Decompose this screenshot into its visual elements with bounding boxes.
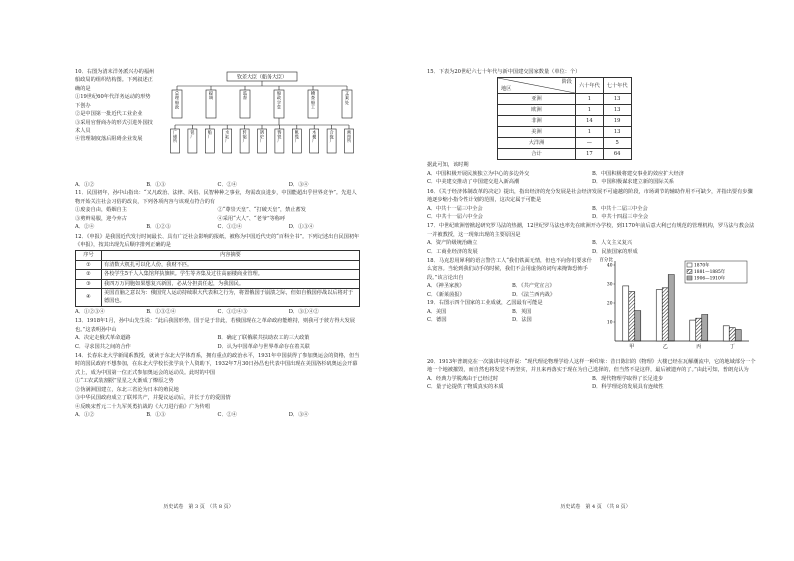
svg-text:总: 总	[174, 90, 180, 96]
q15-option-b[interactable]: B．中国积极将建交事业的效应扩大经济	[592, 170, 684, 177]
q14-option-c[interactable]: C．②④	[217, 411, 238, 418]
question-18-19	[427, 257, 757, 357]
svg-text:水: 水	[225, 129, 230, 135]
legend-label: 1906—1910年	[694, 276, 726, 282]
svg-text:船: 船	[310, 99, 316, 105]
table-header-cell: 六十年代	[576, 78, 604, 94]
q20-option-d[interactable]: D．科学理论的发展具有连续性	[592, 384, 664, 391]
y-tick-label: 20	[606, 301, 613, 307]
question-14	[75, 352, 360, 419]
q18-option-a[interactable]: A．《神圣家族》	[427, 283, 465, 290]
svg-text:堂: 堂	[276, 104, 282, 110]
svg-text:督: 督	[242, 95, 248, 101]
question-15	[427, 68, 757, 187]
q12-option-b[interactable]: B．①③②④	[146, 308, 176, 315]
corner-bottom-label: 地区	[501, 86, 512, 92]
svg-text:画: 画	[347, 129, 351, 135]
q12-table	[75, 250, 360, 307]
org-bottom-label	[208, 128, 212, 138]
q11-stem: 11．民国初年，孙中山指出：“又凡政治、法律、风俗、民智种种之事业，均需改良进步，中国能超出乎世界竞争”。先进人物开始关注社会习俗的改良，下列各项内容与该观点符合的有	[75, 190, 357, 205]
bar	[702, 314, 708, 341]
x-tick-label: 丙	[696, 344, 702, 351]
q20-options	[427, 375, 757, 392]
table-cell: 17	[576, 149, 604, 160]
svg-text:稽: 稽	[310, 90, 316, 96]
legend-swatch	[687, 276, 692, 280]
page-footer: 历史试卷 第 4 页 （共 8 页）	[560, 504, 631, 510]
org-mid-label	[209, 90, 214, 102]
svg-text:厂: 厂	[260, 138, 264, 144]
table-row	[76, 270, 360, 279]
table-header-row	[498, 78, 632, 94]
table-header-cell: 内容摘要	[102, 251, 360, 260]
q15-option-a[interactable]: A．中国积极开展民族独立为中心的多边外交	[427, 170, 530, 177]
q11-option-c[interactable]: C．①②④	[217, 224, 243, 231]
bar	[696, 318, 702, 341]
table-cell: 合计	[498, 149, 576, 160]
table-cell: 13	[603, 127, 631, 138]
q11-item: ④采用“大人”、“老爷”等称呼	[217, 215, 286, 222]
table-row	[76, 279, 360, 288]
svg-text:转: 转	[242, 129, 247, 135]
q18-option-b[interactable]: B．《共产党宣言》	[512, 283, 555, 290]
q14-option-a[interactable]: A．①②	[75, 411, 95, 418]
org-chart-svg	[167, 70, 357, 180]
q10-item: ①19世纪60年代洋务运动的形势下创办	[75, 94, 151, 109]
svg-text:广: 广	[173, 129, 177, 135]
svg-text:政: 政	[276, 95, 282, 101]
q12-options	[75, 308, 360, 316]
svg-text:理: 理	[174, 95, 180, 101]
table-row	[498, 94, 632, 105]
org-mid-label	[345, 90, 350, 106]
q16-options	[427, 205, 757, 222]
table-row	[498, 127, 632, 138]
svg-text:所: 所	[173, 138, 177, 144]
org-bottom-label	[173, 128, 177, 143]
q16-option-a[interactable]: A．中共十一届三中全会	[427, 205, 483, 212]
q17-option-c[interactable]: C．工商业经济的发展	[427, 248, 478, 255]
q15-option-d[interactable]: D．中国积极谋求建立新的国际关系	[592, 179, 674, 186]
table-cell: 亚洲	[498, 94, 576, 105]
table-row	[498, 149, 632, 160]
q11-option-b[interactable]: B．①②③	[146, 224, 171, 231]
svg-text:学: 学	[276, 99, 282, 105]
q13-option-d[interactable]: D．认为中国革命与世界革命存在着关联	[217, 343, 310, 350]
table-cell: 13	[603, 94, 631, 105]
table-cell: 欧洲	[498, 105, 576, 116]
q10-options	[75, 181, 360, 189]
svg-text:锯: 锯	[242, 133, 247, 139]
q10-option-b[interactable]: B．①③	[146, 182, 166, 188]
svg-text:厂: 厂	[312, 138, 317, 144]
corner-top-label: 阶段	[561, 79, 572, 86]
org-bottom-label	[347, 128, 351, 143]
bar	[723, 326, 729, 341]
table-cell: ③	[76, 279, 102, 288]
table-row	[498, 116, 632, 127]
svg-text:工: 工	[310, 104, 316, 110]
question-12	[75, 233, 360, 317]
q15-table	[497, 77, 632, 160]
x-tick-label: 甲	[629, 344, 635, 351]
q17-stem: 17．中世纪欧洲曾掀起研究罗马法的热潮，12世纪罗马法也率先在欧洲开办学校，到1170年前后意大利已有规范的管理机构，罗马法与教会法一并被教授，这一现象出现的主要原因是	[427, 223, 755, 238]
question-13	[75, 317, 360, 351]
org-mid-label	[243, 90, 248, 102]
q11-item: ③剪辫易服，迎今弃古	[75, 215, 127, 222]
table-cell: ④	[76, 289, 102, 307]
q11-option-d[interactable]: D．①③④	[288, 224, 314, 231]
svg-text:案: 案	[344, 95, 350, 101]
question-11	[75, 189, 360, 231]
question-17	[427, 222, 757, 256]
q12-option-c[interactable]: C．①②④③	[217, 308, 248, 315]
legend-swatch	[687, 270, 692, 274]
svg-text:厂: 厂	[225, 138, 230, 144]
q19-options	[427, 308, 597, 325]
svg-text:帆: 帆	[294, 129, 299, 135]
bar	[690, 320, 696, 341]
svg-text:船: 船	[174, 99, 180, 105]
org-bottom-label	[243, 128, 247, 143]
q17-option-a[interactable]: A．资产阶级统治确立	[427, 240, 478, 247]
bar	[629, 292, 635, 341]
x-tick-label: 乙	[662, 344, 668, 351]
svg-text:锅: 锅	[260, 129, 264, 135]
q14-stem: 14．长春东北大学新闻系教授，就读于东北大学体育系，拥有重点的政治水平，1931年中国获得了参加奥运会的资格，但当时的国民政府不想参加，在东北大学校长张学良个人资助下，1932年7月30日孙昌也代表中国出现在美国洛杉矶奥运会开幕式上，成为中国第一位正式参加奥运会的运动员。此时的中国	[75, 353, 360, 376]
q20-option-c[interactable]: C．量子论提供了物质真实的本质	[427, 384, 504, 391]
q12-stem: 12．《申报》是我国近代发行时间最长、具有广泛社会影响的报纸，被称为中国近代史的“百科全书”。下列记述出自民国初年《申报》，按其出现先后顺序排列正确的是	[75, 233, 360, 248]
q18-option-c[interactable]: C．《新莱茵报》	[427, 291, 465, 298]
svg-text:监: 监	[242, 90, 248, 96]
org-top-label: 钦差大臣（船务大臣）	[236, 74, 288, 81]
table-cell: 1	[576, 105, 604, 116]
q12-option-d[interactable]: D．③①④②	[288, 308, 319, 315]
svg-text:拢: 拢	[329, 133, 334, 139]
table-cell: 有清数大杌扎可以化人份，我财不匹。	[102, 260, 360, 269]
q18-options	[427, 282, 597, 299]
q10-option-d[interactable]: D．③④	[288, 182, 309, 188]
svg-text:储: 储	[173, 133, 177, 139]
q18-option-d[interactable]: D．《法兰西内战》	[512, 291, 556, 298]
q11-items	[75, 206, 360, 223]
svg-text:船: 船	[276, 90, 282, 96]
table-cell: 5	[603, 138, 631, 149]
table-cell: 美国首脑之意以为：俄国党人运动持续职大代表和之行为，将置俄国于崩溃之际，但如自俄国停战以后将对于德国也。	[102, 289, 360, 307]
svg-text:铁: 铁	[277, 133, 282, 139]
q18-stem: 18．马克思用犀利的语言警告工人“我们铁面无情，但也不向你们要求什么宽容。当轮到我们动手的时候，我们不会用虚伪的词句来掩饰恐怖手段。”该言论出自	[427, 258, 592, 281]
q16-option-d[interactable]: D．中共十四届三中全会	[592, 213, 649, 220]
q11-option-a[interactable]: A．②④	[75, 224, 95, 231]
y-tick-label: 30	[606, 282, 613, 288]
q19-stem: 19．右图示四个国家的工业成就，乙国最有可能是	[427, 300, 543, 307]
org-mid-label	[175, 90, 180, 111]
table-cell: ②	[76, 270, 102, 279]
org-bottom-label	[295, 128, 299, 143]
q11-item: ①废妾自由，婚姻自主	[75, 207, 127, 214]
org-bottom-label	[260, 128, 264, 143]
table-cell: 19	[603, 116, 631, 127]
org-bottom-label	[312, 128, 316, 143]
table-header-row	[76, 251, 360, 260]
svg-text:铸: 铸	[277, 129, 282, 135]
q11-item: ②“尊崇天皇”、“打破天皇”，禁止蓄发	[217, 207, 306, 214]
svg-text:铁: 铁	[190, 129, 195, 135]
svg-text:船: 船	[207, 129, 212, 135]
y-axis-label: 百分比	[599, 258, 613, 264]
svg-text:合: 合	[329, 129, 334, 135]
svg-text:厂: 厂	[242, 138, 247, 144]
table-header-cell: 序号	[76, 251, 102, 260]
org-bottom-label	[330, 128, 334, 143]
svg-text:厂: 厂	[277, 138, 282, 144]
org-chart	[167, 70, 357, 180]
question-16	[427, 188, 757, 222]
q19-option-d[interactable]: D．法国	[512, 317, 532, 324]
q17-options	[427, 239, 757, 256]
q19-option-a[interactable]: A．美国	[427, 308, 447, 315]
svg-text:木: 木	[312, 129, 317, 135]
svg-text:提: 提	[208, 90, 214, 96]
table-cell: 美洲	[498, 127, 576, 138]
svg-text:模: 模	[312, 133, 317, 139]
svg-text:政: 政	[174, 104, 180, 110]
q20-option-a[interactable]: A．经典力学脱离由于已经过时	[427, 375, 499, 382]
table-cell: 各校学生5千人入集馆拜执旗帜。学生等齐集及过往高丽楼商业管理。	[102, 270, 360, 279]
bar	[635, 311, 641, 341]
q14-item: ③中华民国政府成立了联邦共产，并提议运动后，并长于方的爱国情	[75, 395, 231, 402]
bar-chart-svg	[599, 257, 759, 355]
bar-chart	[599, 257, 759, 355]
table-row	[76, 260, 360, 269]
bar	[729, 328, 735, 341]
table-header-cell: 七十年代	[603, 78, 631, 94]
table-cell: 非洲	[498, 116, 576, 127]
q17-option-d[interactable]: D．民族国家的形成	[592, 248, 638, 255]
y-tick-label: 10	[606, 320, 613, 326]
q13-stem: 13．1918年1月，孙中山先生说：“此后我国形势，国于是于非此，若俄国现在之革命政府能维持，则我可于彼方得大发展也。”这表明孙中山	[75, 318, 355, 333]
q13-option-b[interactable]: B．确定了联俄联共扶助农工的三大政策	[217, 335, 310, 342]
q10-option-a[interactable]: A．①②	[75, 182, 95, 188]
q14-item: ②伪满洲国建立，东北三省沦为日本的殖民地	[75, 386, 179, 393]
svg-text:文: 文	[344, 90, 350, 96]
org-bottom-label	[225, 128, 229, 143]
svg-text:缆: 缆	[294, 133, 299, 139]
table-cell: 1	[576, 127, 604, 138]
q12-option-a[interactable]: A．①②③④	[75, 308, 105, 315]
svg-text:厂: 厂	[207, 133, 212, 139]
q11-options	[75, 223, 360, 231]
q13-options	[75, 334, 360, 351]
table-cell: ①	[76, 260, 102, 269]
bar	[623, 286, 629, 341]
q14-option-b[interactable]: B．①③	[146, 411, 166, 418]
table-cell: 13	[603, 105, 631, 116]
q16-option-b[interactable]: B．中共十二届三中全会	[592, 205, 648, 212]
table-corner-cell	[498, 78, 576, 94]
table-cell: 64	[603, 149, 631, 160]
left-column	[75, 68, 360, 420]
org-bottom-label	[277, 128, 281, 143]
bar	[662, 288, 668, 341]
table-cell: 14	[576, 116, 604, 127]
q14-option-d[interactable]: D．③④	[288, 411, 309, 418]
legend-label: 1870年	[694, 263, 710, 269]
q10-stem: 10．右图为清末洋务派兴办的福州船政局的组织结构图。下列叙述正确的是	[75, 69, 155, 92]
legend-swatch	[687, 263, 692, 267]
svg-text:所: 所	[347, 138, 351, 144]
q20-option-b[interactable]: B．现代物理学取得了长足进步	[592, 375, 664, 382]
page-footer: 历史试卷 第 3 页 （共 8 页）	[163, 504, 234, 510]
svg-text:缸: 缸	[225, 133, 230, 139]
q15-options	[427, 170, 757, 187]
q10-text	[75, 68, 155, 144]
right-page	[397, 0, 794, 561]
q18-text	[427, 257, 597, 324]
legend-label: 1881—1885年	[694, 270, 726, 276]
q16-stem: 16．《关于经济体制改革的决定》提出，指出经济的充分发展是社会经济发展不可逾越的阶段，市场调节的辅助作用不可缺少，并指出要有步骤地逐步缩小指令性计划的范围，这决定属于可能是	[427, 188, 753, 204]
table-row	[76, 289, 360, 307]
x-tick-label: 丁	[729, 344, 735, 351]
q14-item: ④反映宋哲元二十九军英勇抗战的《大刀进行曲》广为传唱	[75, 403, 210, 410]
q10-item: ③采用官督商办的形式引进外国技术人员	[75, 119, 153, 134]
svg-text:调: 调	[208, 95, 214, 101]
table-row	[498, 138, 632, 149]
org-mid-label	[311, 90, 316, 110]
svg-text:厂: 厂	[329, 138, 334, 144]
q15-after: 据此可知，该时期	[427, 162, 469, 169]
org-bottom-label	[190, 128, 194, 138]
q13-option-a[interactable]: A．决定走俄式革命道路	[75, 335, 131, 342]
question-20	[427, 358, 757, 392]
y-tick-label: 40	[606, 263, 613, 269]
table-row	[498, 105, 632, 116]
q10-option-c[interactable]: C．②④	[217, 182, 238, 188]
right-column	[427, 68, 757, 393]
org-mid-label	[277, 90, 282, 110]
svg-text:查: 查	[310, 95, 316, 101]
q17-option-b[interactable]: B．人文主义复兴	[592, 240, 633, 247]
q13-option-c[interactable]: C．寻求国共之间的合作	[75, 343, 131, 350]
svg-text:厂: 厂	[190, 133, 195, 139]
q15-option-c[interactable]: C．中美建交推动了中国建交进入新高潮	[427, 179, 520, 186]
table-cell: 大洋洲	[498, 138, 576, 149]
q19-option-b[interactable]: B．英国	[512, 308, 532, 315]
svg-text:厂: 厂	[294, 138, 299, 144]
q20-stem: 20．1913年普朗克在一次演讲中这样说：“现代理论物理学给人这样一种印象：昔日陈旧的《物理》大楼已经在瓦解潮流中，它的地域部分一个地一个地被摧毁，而自然也将发觉不再坚实，并且来再落实于现在为自己选择的，但当然不是这样，最后被遗弃的了。”由此可知，普朗克认为	[427, 359, 756, 374]
svg-text:处: 处	[344, 99, 350, 105]
bar	[656, 290, 662, 341]
bar	[735, 330, 741, 341]
table-cell: —	[576, 138, 604, 149]
q16-option-c[interactable]: C．中共十一届六中全会	[427, 213, 483, 220]
svg-text:炉: 炉	[260, 133, 264, 139]
q15-stem: 15．下表为20世纪六七十年代与新中国建交国家数量（单位：个）	[427, 69, 581, 75]
table-cell: 1	[576, 94, 604, 105]
bar	[668, 275, 674, 342]
svg-text:图: 图	[347, 133, 351, 139]
q14-item: ①“工农武装割据”星星之火渐成了燎原之势	[75, 378, 174, 385]
table-cell: 我四万万同胞如果想复兴新国，必从分担责任起，为我国民。	[102, 279, 360, 288]
question-10	[75, 68, 360, 180]
q10-item: ④管理制度落后阻碍企业发展	[75, 136, 143, 143]
q10-item: ②是中国第一批近代工业企业	[75, 111, 143, 118]
q14-options	[75, 411, 360, 419]
q19-option-c[interactable]: C．德国	[427, 317, 447, 324]
